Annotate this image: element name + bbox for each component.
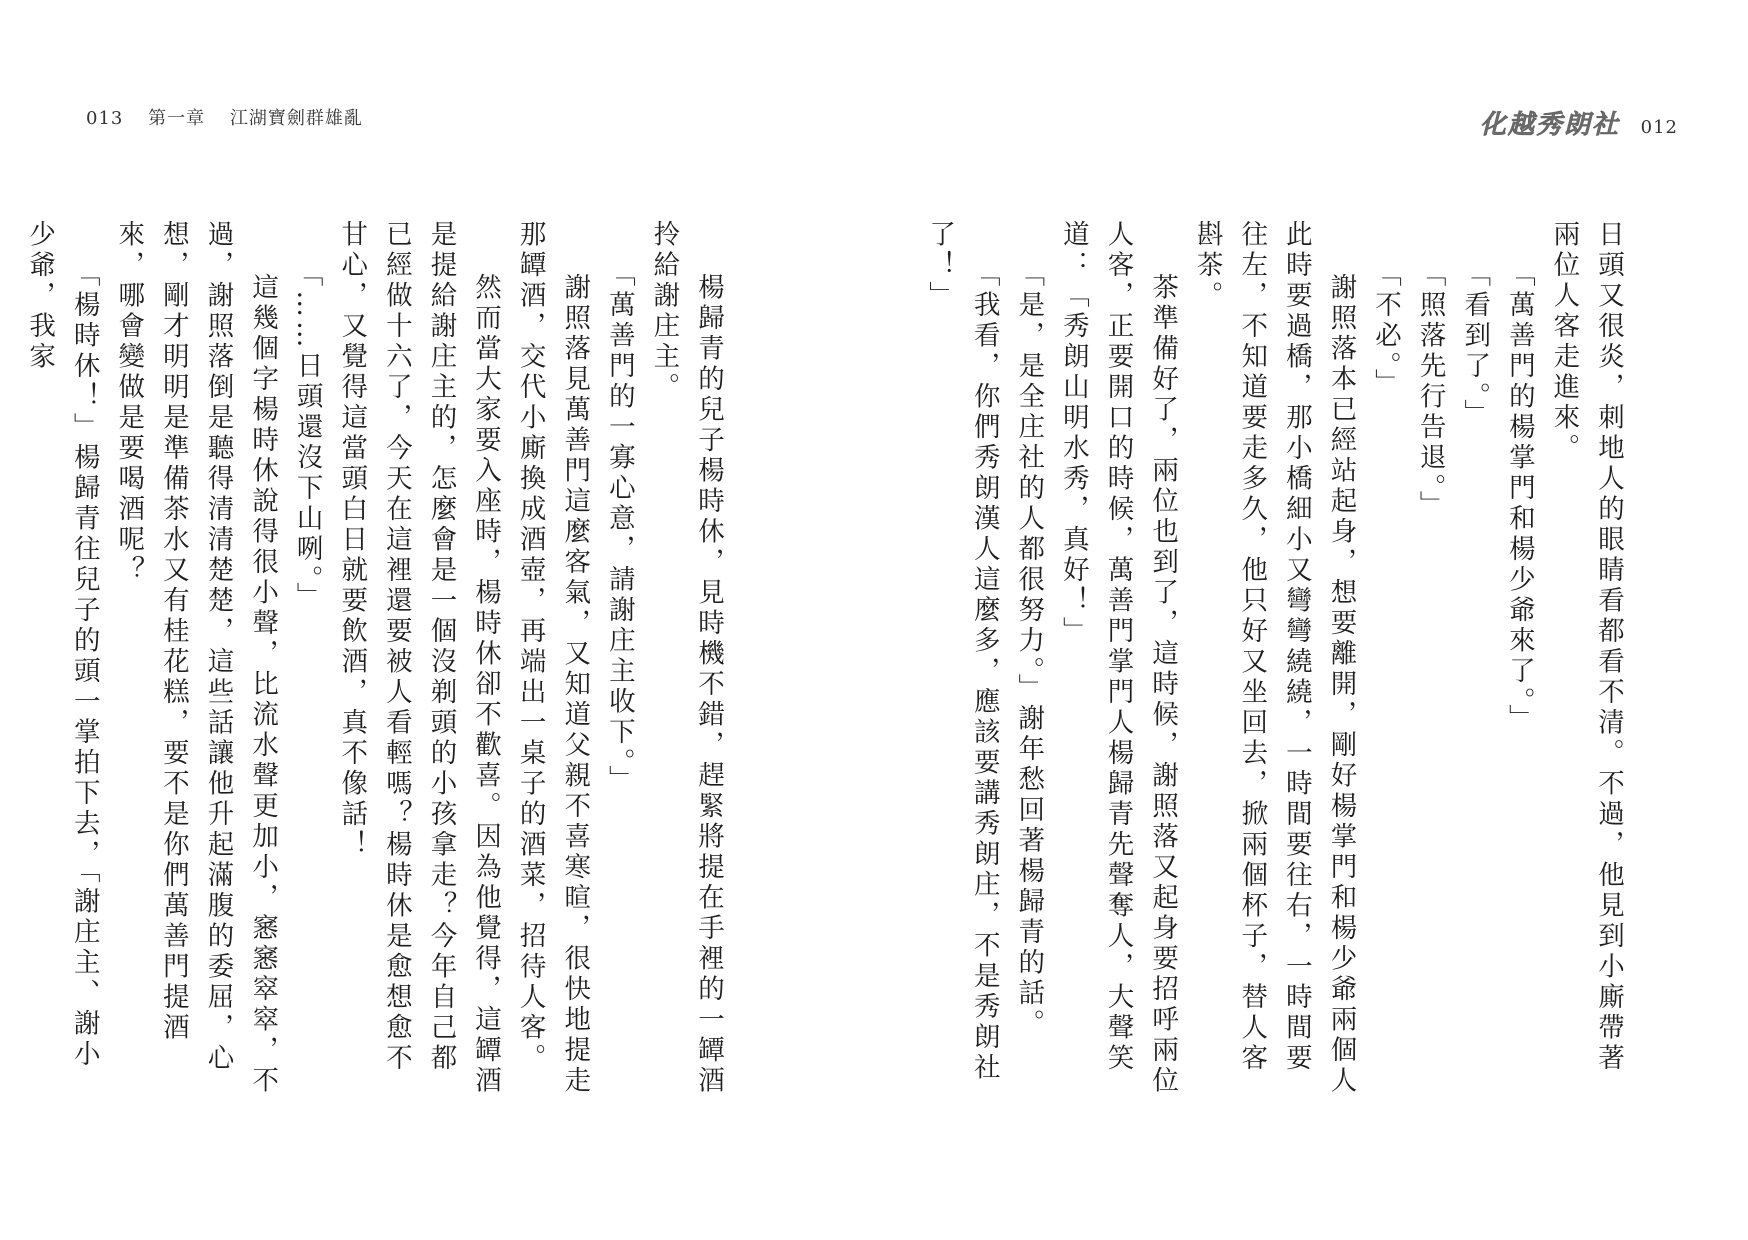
left-page-header	[86, 104, 381, 130]
chapter-title: 江湖寶劍群雄亂	[229, 108, 363, 129]
paragraph: 「萬善門的楊掌門和楊少爺來了。」	[1503, 259, 1535, 735]
paragraph: 謝照落見萬善門這麼客氣，又知道父親不喜寒暄，很快地提走那罈酒，交代小廝換成酒壺，再端出一桌子的酒菜，招待人客。	[514, 220, 591, 1097]
paragraph: 「看到了。」	[1459, 259, 1491, 430]
paragraph: 「萬善門的一寡心意，請謝庄主收下。」	[603, 259, 635, 796]
paragraph: 謝照落本已經站起身，想要離開，剛好楊掌門和楊少爺兩個人此時要過橋，那小橋細小又彎彎繞繞，一時間要往右，一時間要往左，不知道要走多久，他只好又坐回去，掀兩個杯子，替人客斟茶。	[1191, 220, 1357, 1097]
paragraph: 日頭又很炎，刺地人的眼睛看都看不清。不過，他見到小廝帶著兩位人客走進來。	[1548, 220, 1624, 1074]
right-page-header	[1480, 104, 1678, 141]
right-page-number: 012	[1640, 117, 1678, 138]
left-page-number: 013	[86, 108, 124, 129]
paragraph: 楊歸青的兒子楊時休，見時機不錯，趕緊將提在手裡的一罈酒拎給謝庄主。	[648, 220, 724, 1097]
chapter-number: 第一章	[148, 108, 206, 129]
paragraph: 「是，是全庄社的人都很努力。」謝年愁回著楊歸青的話。	[1013, 259, 1045, 1040]
paragraph: 這幾個字楊時休說得很小聲，比流水聲更加小，窸窸窣窣，不過，謝照落倒是聽得清清楚楚，這些話讓他升起滿腹的委屈，心想，剛才明明是準備茶水又有桂花糕，要不是你們萬善門提酒來，哪會變做是要喝酒呢？	[113, 220, 279, 1097]
paragraph: 「不必。」	[1370, 259, 1402, 399]
right-page-text	[917, 220, 1631, 1100]
paragraph: 「楊時休！」楊歸青往兒子的頭一掌拍下去，「謝庄主、謝小少爺，我家	[24, 220, 100, 1070]
left-page-text	[17, 220, 731, 1100]
paragraph: 茶準備好了，兩位也到了，這時候，謝照落又起身要招呼兩位人客，正要開口的時候，萬善門掌門人楊歸青先聲奪人，大聲笑道：「秀朗山明水秀，真好！」	[1057, 220, 1179, 1097]
paragraph: 「……日頭還沒下山咧。」	[291, 259, 323, 613]
publisher-logo: 化越秀朗社	[1479, 110, 1620, 140]
paragraph: 「我看，你們秀朗漢人這麼多，應該要講秀朗庄，不是秀朗社了！」	[924, 220, 1000, 1084]
paragraph: 然而當大家要入座時，楊時休卻不歡喜。因為他覺得，這罈酒是提給謝庄主的，怎麼會是一個沒剃頭的小孩拿走？今年自己都已經做十六了，今天在這裡還要被人看輕嗎？楊時休是愈想愈不甘心，又覺得這當頭白日就要飲酒，真不像話！	[336, 220, 502, 1097]
paragraph: 「照落先行告退。」	[1414, 259, 1446, 521]
